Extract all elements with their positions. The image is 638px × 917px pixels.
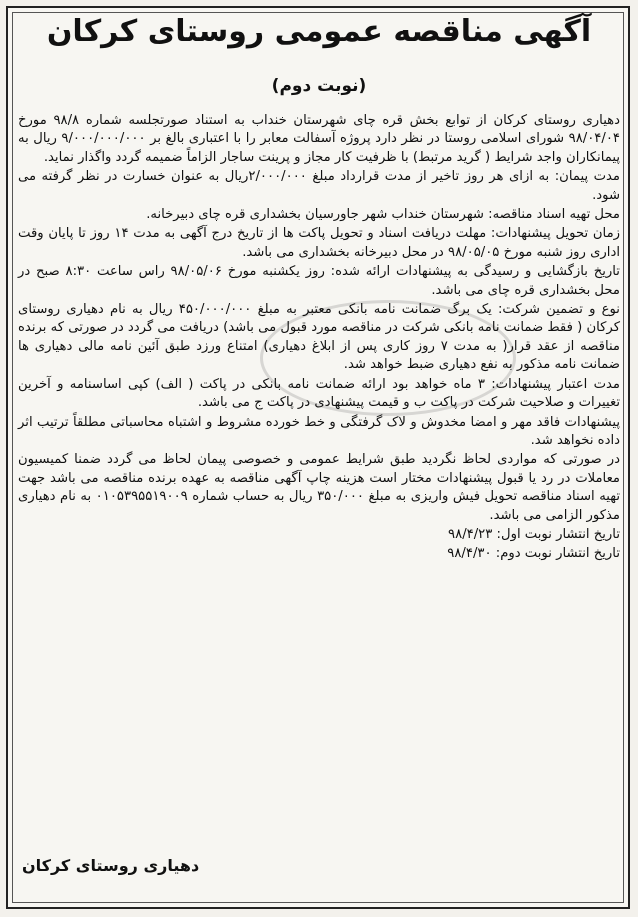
paragraph-intro: دهیاری روستای کرکان از توابع بخش قره چای شهرستان خنداب به استناد صورتجلسه شماره ۹۸/۸ مورخ ۹۸/۰۴/۰۴ شورای اسلامی روستا در نظر دارد پروژه آسفالت معابر را با اعتباری بالغ بر ۹/۰۰۰/۰۰۰/۰۰۰ ریال به پیمانکاران واجد شرایط ( گرید مرتبط) با ظرفیت کار مجاز و پرینت ساجار الزاماً ضمیمه گردد واگذار نماید.	[18, 113, 621, 165]
first-publication-date: تاریخ انتشار نوبت اول: ۹۸/۴/۲۳	[448, 526, 620, 542]
notice-subtitle: (نوبت دوم)	[271, 76, 367, 96]
paragraph-submission-time: زمان تحویل پیشنهادات: مهلت دریافت اسناد و تحویل پاکت ها از تاریخ درج آگهی به مدت ۱۴ روز تا پایان وقت اداری روز شنبه مورخ ۹۸/۰۵/۰۵ در محل دبیرخانه بخشداری می باشد.	[18, 226, 621, 260]
paragraph-guarantee: نوع و تضمین شرکت: یک برگ ضمانت نامه بانکی معتبر به مبلغ ۴۵۰/۰۰۰/۰۰۰ ریال به نام دهیاری روستای کرکان ( فقط ضمانت نامه بانکی شرکت در مناقصه مورد قبول می باشد) دریافت می گردد در صورتی که برنده مناقصه از عقد قرار( به مدت ۷ روز کاری پس از ابلاغ دهیاری) امتناع ورزد طبق آئین نامه مالی دهیاری ها ضمانت نامه مذکور به نفع دهیاری ضبط خواهد شد.	[18, 302, 620, 373]
notice-title: آگهی مناقصه عمومی روستای کرکان	[46, 14, 592, 49]
paragraph-contract-term: مدت پیمان: به ازای هر روز تاخیر از مدت قرارداد مبلغ ۲/۰۰۰/۰۰۰ریال به عنوان خسارت در نظر گرفته می شود.	[18, 169, 620, 203]
paragraph-documents-location: محل تهیه اسناد مناقصه: شهرستان خنداب شهر جاورسیان بخشداری قره چای دبیرخانه.	[146, 207, 620, 223]
signature: دهیاری روستای کرکان	[22, 856, 200, 875]
second-publication-date: تاریخ انتشار نوبت دوم: ۹۸/۴/۳۰	[447, 546, 620, 562]
paragraph-invalid-bids: پیشنهادات فاقد مهر و امضا مخدوش و لاک گرفتگی و خط خورده مشروط و اشتباه محاسباتی مطلقاً ترتیب اثر داده نخواهد شد.	[18, 414, 620, 448]
paragraph-conditions: در صورتی که مواردی لحاظ نگردید طبق شرایط عمومی و خصوصی پیمان لحاظ می گردد ضمنا کمیسیون معاملات در رد یا قبول پیشنهادات مختار است هزینه چاپ آگهی مناقصه به عهده برنده مناقصه می باشد جهت تهیه اسناد مناقصه تحویل فیش واریزی به مبلغ ۳۵۰/۰۰۰ ریال به حساب شماره ۰۱۰۵۳۹۵۵۱۹۰۰۹ به نام دهیاری مذکور الزامی می باشد.	[18, 452, 620, 523]
paragraph-validity: مدت اعتبار پیشنهادات: ۳ ماه خواهد بود ارائه ضمانت نامه بانکی در پاکت ( الف) کپی اساسنامه و آخرین تغییرات و صلاحیت شرکت در پاکت ب و قیمت پیشنهادی در پاکت ج می باشد.	[18, 376, 620, 411]
paragraph-opening-date: تاریخ بازگشایی و رسیدگی به پیشنهادات ارائه شده: روز یکشنبه مورخ ۹۸/۰۵/۰۶ راس ساعت ۸:۳۰ صبح در محل بخشداری قره چای می باشد.	[18, 264, 620, 298]
notice-body	[18, 112, 620, 565]
